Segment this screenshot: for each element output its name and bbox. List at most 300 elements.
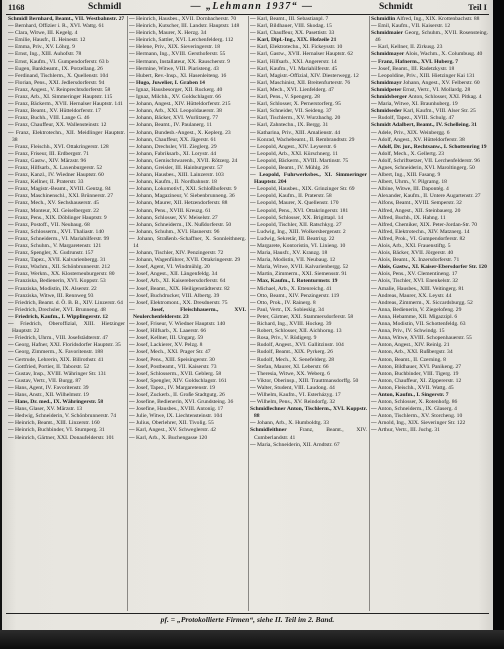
header-rule xyxy=(6,14,489,15)
entry-surname: — xyxy=(250,157,256,164)
entry-details: Leopold, Kaufm., II. Praterstr. 58 xyxy=(257,193,332,200)
entry-surname: — xyxy=(250,377,256,384)
entry-surname: — xyxy=(371,321,377,328)
entry-details: Friedrich, Drechsler, XVI. Brunneng. 48 xyxy=(15,306,106,313)
directory-column-2 xyxy=(129,16,246,611)
directory-entry xyxy=(250,328,367,335)
directory-entry xyxy=(250,222,367,229)
entry-details: Arnold, Ing., XIX. Sieveringer Str. 122 xyxy=(377,420,466,427)
directory-entry xyxy=(129,286,246,293)
entry-surname: — xyxy=(8,377,14,384)
directory-entry xyxy=(8,427,125,434)
entry-surname: — xyxy=(129,420,135,427)
entry-surname: — xyxy=(371,391,377,398)
directory-entry xyxy=(371,307,488,314)
entry-details: Viktor, Oberinsp., XIII. Trauttmansdorffg. 50 xyxy=(256,377,359,384)
entry-surname: Schmidlechner xyxy=(250,406,286,413)
entry-surname: — xyxy=(250,86,256,93)
entry-surname: — xyxy=(371,143,377,150)
directory-entry xyxy=(250,51,367,58)
entry-surname: — xyxy=(129,306,135,313)
entry-details: Johann, Bäcker, XVI. Wurlitzerg. 77 xyxy=(136,115,218,122)
directory-entry xyxy=(129,222,246,229)
entry-surname: — xyxy=(8,94,14,101)
last-keyword: Schmidt xyxy=(379,2,413,12)
entry-details: Leopold, Hausbes., XIX. Grinzinger Str. 69 xyxy=(257,186,355,193)
directory-entry xyxy=(8,364,125,371)
entry-details: Anton, Kaufm., I. Singerstr. 7 xyxy=(377,391,449,398)
directory-entry xyxy=(371,80,488,87)
entry-details: Josef, Schlosserm., XVII. Geblerg. 58 xyxy=(136,370,222,377)
entry-surname: — xyxy=(371,349,377,356)
directory-entry xyxy=(129,300,246,307)
scan-edge-bottom xyxy=(0,630,504,649)
entry-details: Robert, Schlosser, XII. Aichhorng. 13 xyxy=(257,328,342,335)
entry-details: Wilhelm, Kaufm., VI. Esterházyg. 17 xyxy=(256,391,341,398)
directory-entry xyxy=(250,229,367,236)
entry-details: Franziska, Modistin, IX. Alserstr. 22 xyxy=(15,285,97,292)
directory-entry xyxy=(250,73,367,80)
entry-details: Walter, Student, VIII. Laudong. 44 xyxy=(256,384,335,391)
entry-details: Anton, Buchbinder, VIII. Tigerg. 19 xyxy=(377,370,459,377)
entry-surname: — xyxy=(8,363,14,370)
entry-details: Johann, Schneiderm., IX. Nußdorferstr. 50 xyxy=(136,221,232,228)
entry-details: Franz, Chauffeur, XX. Wallensteinstr. 12 xyxy=(15,122,107,129)
entry-details: Florian, Pens., XXI. Jedlersdorferstr. 94 xyxy=(15,79,105,86)
entry-details: Franz, Hilfsarb., X. Laxenburgerstr. 52 xyxy=(15,164,103,171)
directory-entry xyxy=(8,300,125,307)
entry-surname: — xyxy=(8,271,14,278)
directory-entry xyxy=(8,278,125,285)
entry-surname: — xyxy=(8,200,14,207)
entry-details: Heinrich, Kutscher, III. Landstr. Hauptstr. 148 xyxy=(136,23,240,30)
directory-entry xyxy=(250,115,367,122)
entry-surname: — xyxy=(129,370,135,377)
entry-surname: — xyxy=(371,164,377,171)
entry-surname: — xyxy=(250,335,256,342)
directory-entry xyxy=(250,392,367,399)
entry-details: Johann, Schuhm., XVI. Hasnerstr. 96 xyxy=(136,228,220,235)
entry-surname: — xyxy=(8,37,14,44)
entry-surname: — xyxy=(371,278,377,285)
entry-surname: — xyxy=(371,157,377,164)
entry-details: Franz, Postoff., VII. Neubaug. 68 xyxy=(15,221,90,228)
directory-entry xyxy=(8,371,125,378)
entry-surname: — xyxy=(8,193,14,200)
entry-details: Johann, Drechsler, VII. Zieglerg. 29 xyxy=(136,143,217,150)
entry-details: Franz, Friseur, III. Erdbergstr. 71 xyxy=(15,150,89,157)
directory-entry xyxy=(129,37,246,44)
entry-details: Johann, Arb., X. Humboldtg. 33 xyxy=(257,420,329,427)
directory-entry xyxy=(371,158,488,165)
entry-details: Karl, Pens., V. Spengerg. 28 xyxy=(257,94,320,101)
directory-entry xyxy=(129,151,246,158)
directory-entry xyxy=(8,130,125,144)
directory-entry xyxy=(250,420,367,427)
directory-entry xyxy=(371,179,488,186)
entry-surname: — xyxy=(8,299,14,306)
entry-surname: — xyxy=(129,321,135,328)
entry-surname: — xyxy=(129,391,135,398)
entry-details: Martin, Zimmerm., XXI. Siemensstr. 91 xyxy=(257,271,347,278)
directory-entry xyxy=(129,215,246,222)
entry-details: Anton, Tischlerm., XVI. Koppstr. 88 xyxy=(254,406,367,420)
directory-entry xyxy=(371,399,488,406)
entry-surname: — xyxy=(129,115,135,122)
entry-details: Margarete, Kontoristin, VI. Linieng. 10 xyxy=(257,243,346,249)
directory-entry xyxy=(371,200,488,207)
entry-surname: — xyxy=(371,306,377,313)
entry-details: Franz, Maschinenschl., XXI. Brünnerstr. 27 xyxy=(15,193,114,200)
entry-surname: — xyxy=(129,413,135,420)
entry-details: Josef, Postbeamt., VII. Kaiserstr. 73 xyxy=(136,363,217,370)
entry-surname: Schmidseder xyxy=(371,108,402,115)
entry-surname: — xyxy=(8,292,14,299)
entry-surname: — xyxy=(129,235,135,242)
entry-surname: — xyxy=(8,86,14,93)
entry-surname: — xyxy=(371,186,377,193)
entry-details: Josef, Arb., XI. Kaiserebersdorferstr. 64 xyxy=(136,278,226,285)
entry-surname: — xyxy=(250,342,256,349)
directory-entry xyxy=(371,420,488,427)
entry-surname: Schmidmaier xyxy=(371,30,404,37)
entry-surname: — xyxy=(371,200,377,207)
entry-surname: — xyxy=(8,129,14,136)
directory-entry xyxy=(129,406,246,413)
entry-surname: — xyxy=(129,399,135,406)
entry-details: Adolf, Mech., X. Gellertg. 23 xyxy=(377,150,445,157)
entry-surname: — xyxy=(250,30,256,37)
entry-details: Georg, Hafner, XXI. Floridsdorfer Hauptstr. 35 xyxy=(15,342,121,349)
entry-surname: — xyxy=(250,264,256,271)
entry-details: Leopoldine, Priv., XIII. Hietzinger Kai 131 xyxy=(378,72,475,79)
directory-entry xyxy=(129,420,246,427)
entry-details: Josef, Fleischhauerm., XVI. Neulerchenfelderstr. 23 xyxy=(133,306,246,320)
entry-details: Karl, Kellner, II. Zirkusg. 23 xyxy=(378,44,443,51)
entry-details: Franziska, Witwe, III. Rennweg 93 xyxy=(15,292,94,299)
directory-entry xyxy=(371,264,488,271)
directory-entry xyxy=(129,130,246,137)
entry-details: Rudolf, Beamt., XIX. Pyrkerg. 26 xyxy=(257,349,333,356)
entry-surname: — xyxy=(129,157,135,164)
entry-surname: — xyxy=(8,221,14,228)
entry-details: Wilhelm, Pens., XV. Reindorfg. 32 xyxy=(256,399,336,406)
entry-surname: — xyxy=(250,58,256,65)
entry-surname: — xyxy=(129,86,135,93)
entry-surname: — xyxy=(371,172,377,179)
entry-surname: — xyxy=(371,264,377,271)
directory-entry xyxy=(250,172,367,186)
directory-entry xyxy=(129,371,246,378)
entry-details: Alfred, Angest., XII. Steinbauerg. 20 xyxy=(377,207,461,214)
entry-surname: — xyxy=(129,179,135,186)
directory-entry xyxy=(129,158,246,165)
directory-entry xyxy=(250,250,367,257)
directory-entry xyxy=(129,115,246,122)
first-keyword: Schmidl xyxy=(88,2,122,12)
directory-entry xyxy=(250,87,367,94)
entry-details: Josef, Friseur, V. Wiedner Hauptstr. 140 xyxy=(136,321,226,328)
entry-surname: — xyxy=(129,292,135,299)
entry-details: Rudolf, Mech., X. Senefelderg. 28 xyxy=(257,356,335,363)
entry-details: Friedrich, Beamt. d. Ö. B. B., XIV. Linzerstr. 64 xyxy=(15,299,123,306)
entry-details: Georg, Schuhm., XVII. Rosensteing. 46 xyxy=(375,30,488,44)
entry-details: Karl, Hilfsarb., XXI. Angererstr. 14 xyxy=(257,58,337,65)
entry-details: Johann, Angest., XV. Felberstr. 60 xyxy=(403,79,480,86)
directory-entry xyxy=(129,108,246,115)
entry-details: Agnes, Schneiderin, XVI. Maroltingerg. 50 xyxy=(377,164,475,171)
entry-surname: — xyxy=(250,243,256,249)
entry-details: Alois, Pens., XV. Clementineng. 17 xyxy=(377,271,458,278)
entry-details: Karl, Tischlerm., XV. Wurzbachg. 20 xyxy=(257,115,341,122)
entry-surname: — xyxy=(8,51,14,58)
entry-details: Josef, Tapez., IV. Margaretenstr. 19 xyxy=(136,384,215,391)
scan-edge-right xyxy=(493,0,504,649)
entry-details: Karl, Elektrotechn., XI. Fickeysstr. 10 xyxy=(257,44,343,51)
entry-surname: Schmidlin xyxy=(371,16,396,22)
directory-entry xyxy=(8,122,125,129)
entry-details: Hans, Dr. med., IX. Währingerstr. 58 xyxy=(15,399,104,406)
directory-entry xyxy=(8,293,125,300)
directory-entry xyxy=(371,278,488,285)
entry-details: Michael, Arb., X. Ettenreichg. 41 xyxy=(257,285,332,292)
entry-details: Anna, Modistin, VII. Schottenfeldg. 63 xyxy=(377,321,466,328)
directory-entry xyxy=(250,378,367,385)
entry-surname: — xyxy=(129,328,135,335)
entry-details: Johann, Angest., XIV. Hütteldorferstr. 215 xyxy=(136,101,231,108)
entry-surname: — xyxy=(371,370,377,377)
entry-details: Ernst, Kaufm., VI. Gumpendorferstr. 63 b xyxy=(15,58,109,65)
entry-surname: — xyxy=(129,79,135,86)
entry-details: Julie, Witwe, IX. Liechtensteinstr. 104 xyxy=(136,413,223,420)
entry-surname: — xyxy=(250,79,256,86)
entry-surname: — xyxy=(129,207,135,214)
directory-entry xyxy=(250,399,367,406)
directory-entry xyxy=(371,30,488,44)
entry-details: Maria, Modistin, VII. Neubaug. 12 xyxy=(257,257,336,264)
directory-entry xyxy=(371,293,488,300)
entry-surname: — xyxy=(129,285,135,292)
directory-entry xyxy=(129,357,246,364)
directory-entry xyxy=(250,108,367,115)
entry-details: Franz, Gastw., XIV. Märzstr. 96 xyxy=(15,157,87,164)
directory-entry xyxy=(8,179,125,186)
directory-entry xyxy=(371,392,488,399)
entry-details: Paul, Vertr., IX. Sobieskig. 34 xyxy=(257,306,324,313)
entry-details: Karl, Magistr.-Offizial, XIV. Diesterwegg. 12 xyxy=(257,72,359,79)
entry-details: Albert, Ing., XIII. Fasang. 9 xyxy=(377,172,441,179)
entry-surname: — xyxy=(8,30,14,37)
entry-surname: — xyxy=(129,406,135,413)
directory-entry xyxy=(371,300,488,307)
entry-surname: — xyxy=(129,101,135,108)
entry-surname: — xyxy=(8,157,14,164)
entry-surname: — xyxy=(129,278,135,285)
entry-details: Josef, Buchdrucker, VIII. Albertg. 39 xyxy=(136,292,220,299)
directory-entry xyxy=(8,23,125,30)
entry-details: Maria, Hausfr., XV. Kranzg. 18 xyxy=(257,250,328,257)
entry-surname: — xyxy=(371,328,377,335)
entry-surname: — xyxy=(250,441,256,448)
entry-details: Gertrude, Lehrerin, XIX. Billrothstr. 41 xyxy=(15,356,104,363)
entry-surname: — xyxy=(250,94,256,101)
directory-entry xyxy=(8,378,125,385)
entry-surname: — xyxy=(129,44,135,51)
entry-surname: — xyxy=(129,136,135,143)
entry-surname: — xyxy=(129,200,135,207)
directory-entry xyxy=(371,286,488,293)
directory-entry xyxy=(8,73,125,80)
directory-entry xyxy=(8,264,125,271)
entry-surname: — xyxy=(8,44,14,51)
directory-entry xyxy=(250,278,367,285)
directory-entry xyxy=(8,200,125,207)
entry-surname: — xyxy=(371,250,377,257)
entry-details: Franz, Schlosserm., XVI. Thaliastr. 140 xyxy=(15,228,104,235)
entry-details: Anton, Arb., XXI. Rußbergstr. 34 xyxy=(377,349,453,356)
entry-surname: — xyxy=(129,257,135,264)
directory-entry xyxy=(371,73,488,80)
entry-details: Adolf, Angest., XV. Hütteldorferstr. 38 xyxy=(377,136,465,143)
entry-details: Anna, Witwe, XVIII. Schopenhauerstr. 55 xyxy=(377,335,472,342)
entry-surname: — xyxy=(250,101,256,108)
directory-entry xyxy=(250,271,367,278)
entry-surname: — xyxy=(250,420,256,427)
directory-entry xyxy=(371,87,488,94)
entry-details: Johann, Tischler, XIV. Penzingerstr. 72 xyxy=(136,250,224,257)
entry-surname: — xyxy=(8,399,14,406)
entry-surname: — xyxy=(250,72,256,79)
entry-surname: — xyxy=(129,143,135,150)
entry-surname: — xyxy=(371,101,377,108)
entry-surname: — xyxy=(250,108,256,115)
directory-entry xyxy=(8,314,125,321)
entry-details: Josef, Beamt., III. Radetzkystr. 18 xyxy=(378,65,455,72)
entry-surname: — xyxy=(8,335,14,342)
entry-surname: — xyxy=(250,328,256,335)
directory-entry xyxy=(250,364,367,371)
entry-surname: — xyxy=(250,129,256,136)
directory-entry xyxy=(371,357,488,364)
entry-surname: — xyxy=(250,143,256,150)
entry-details: Anton, Tischlerm., XV. Storcheng. 10 xyxy=(377,413,463,420)
entry-surname: — xyxy=(371,214,377,221)
entry-surname: — xyxy=(129,335,135,342)
entry-surname: — xyxy=(8,186,14,193)
entry-details: Franz, Tapez., XVII. Kalvarienbergg. 31 xyxy=(15,257,106,264)
directory-entry xyxy=(129,80,246,87)
entry-surname: — xyxy=(250,221,256,228)
directory-entry xyxy=(371,413,488,420)
directory-entry xyxy=(371,144,488,151)
entry-surname: — xyxy=(8,391,14,398)
directory-entry xyxy=(8,342,125,349)
entry-surname: — xyxy=(129,271,135,278)
directory-entry xyxy=(129,208,246,215)
entry-surname: — xyxy=(8,172,14,179)
entry-surname: — xyxy=(371,136,377,143)
entry-surname: — xyxy=(8,164,14,171)
entry-surname: — xyxy=(371,363,377,370)
entry-details: Johann, Kaufm., II. Nordbahnstr. 18 xyxy=(136,179,217,186)
entry-details: Johann, Maurer, XII. Hetzendorferstr. 88 xyxy=(136,200,228,207)
entry-details: Heinrich, Hausbes., XVII. Dornbacherstr. 70 xyxy=(136,16,237,22)
directory-entry xyxy=(250,293,367,300)
entry-details: Anton, Schlosser, X. Rotenhofg. 86 xyxy=(377,399,458,406)
entry-details: Emilie, Hausfr., II. Heinestr. 12 xyxy=(15,37,86,44)
directory-entry xyxy=(250,286,367,293)
directory-entry xyxy=(371,321,488,328)
entry-details: Karl, Mech., XVI. Lienfelderg. 47 xyxy=(257,86,334,93)
entry-surname: — xyxy=(371,243,377,249)
entry-details: Arthur, Vertr., III. Juchg. 31 xyxy=(377,427,440,434)
entry-surname: — xyxy=(129,434,135,441)
directory-entry xyxy=(371,371,488,378)
entry-surname: — xyxy=(371,58,377,65)
entry-surname: — xyxy=(250,250,256,257)
entry-details: Gustav, Insp., XVIII. Währinger Str. 131 xyxy=(15,370,107,377)
directory-entry xyxy=(129,165,246,172)
entry-details: Ignaz, Milchh., XV. Goldschlagstr. 66 xyxy=(136,94,221,101)
directory-entry xyxy=(129,349,246,356)
directory-entry xyxy=(8,243,125,250)
entry-surname: — xyxy=(129,186,135,193)
entry-details: Rudolf, Tapez., XVIII. Schulg. 47 xyxy=(378,115,455,122)
entry-surname: — xyxy=(371,406,377,413)
entry-surname: — xyxy=(129,214,135,221)
entry-surname: — xyxy=(8,58,14,65)
entry-surname: — xyxy=(129,23,135,30)
entry-surname: — xyxy=(129,221,135,228)
directory-entry xyxy=(129,278,246,285)
entry-surname: — xyxy=(371,65,377,72)
directory-entry xyxy=(8,413,125,420)
entry-details: Leopold, Schlosser, XX. Brigittapl. 14 xyxy=(257,214,344,221)
entry-details: Heinrich, Maurer, X. Herzg. 34 xyxy=(136,30,207,37)
entry-details: Franz, Wachm., XII. Schönbrunnerstr. 212 xyxy=(15,264,110,271)
entry-details: Adalbert, Beamt., IV. Schelleing. 31 xyxy=(392,122,477,129)
entry-surname: — xyxy=(371,235,377,242)
directory-entry xyxy=(250,101,367,108)
directory-entry xyxy=(8,406,125,413)
directory-entry xyxy=(250,314,367,321)
entry-surname: — xyxy=(371,228,377,235)
entry-surname: — xyxy=(250,228,256,235)
entry-details: Johann, Arb., XXI. Leopoldauerstr. 38 xyxy=(136,108,222,115)
entry-surname: Schmidsberger xyxy=(371,94,408,101)
entry-surname: — xyxy=(129,349,135,356)
entry-surname: — xyxy=(250,278,256,285)
entry-surname: — xyxy=(250,271,256,278)
entry-details: Karl, Angest., XV. Schweglerstr. 42 xyxy=(136,427,216,434)
entry-surname: — xyxy=(250,313,256,320)
entry-details: Josefine, Bedienerin, XVI. Grundsteing. 36 xyxy=(136,399,234,406)
entry-surname: — xyxy=(8,72,14,79)
entry-surname: — xyxy=(129,250,135,257)
entry-surname: — xyxy=(250,44,256,51)
entry-details: Karl, Zahntechn., IX. Bergg. 31 xyxy=(257,122,329,129)
entry-details: Karl, Schlosser, X. Pernerstorferg. 95 xyxy=(257,101,341,108)
directory-entry xyxy=(371,208,488,215)
entry-details: Andreas, Zimmerm., X. Siccardsburgg. 52 xyxy=(377,299,473,306)
entry-details: Anton, Schneiderm., IX. Glaserg. 4 xyxy=(377,406,457,413)
entry-details: Leopold, Beamt., IV. Mühlg. 26 xyxy=(257,164,329,171)
directory-entry xyxy=(8,87,125,94)
entry-surname: — xyxy=(250,235,256,242)
entry-surname: — xyxy=(8,370,14,377)
directory-column-1 xyxy=(8,16,125,611)
entry-details: Otto, Beamt., XIV. Penzingerstr. 119 xyxy=(257,292,340,299)
